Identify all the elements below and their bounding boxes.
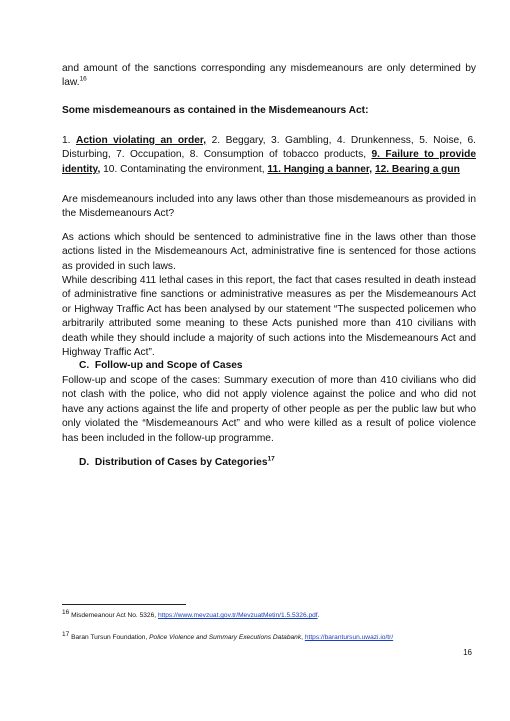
misdemeanours-list-heading: Some misdemeanours as contained in the Misdemeanours Act: [62, 105, 369, 116]
section-d-heading: D. Distribution of Cases by Categories$^{17}$ [79, 455, 275, 468]
answer-paragraph: As actions which should be sentenced to administrative fine in the laws other than those actions listed in the Misdemeanours Act, administrative fine is sentenced for those actions as provided in such laws. [62, 232, 476, 272]
footnote-16-link[interactable]: https://www.mevzuat.gov.tr/MevzuatMetin/1.5.5326.pdf [157, 612, 318, 619]
page-number: 16 [463, 648, 472, 657]
analysis-paragraph: While describing 411 lethal cases in this report, the fact that cases resulted in death instead of administrative fine sanctions or administrative measures as per the Misdemeanours Act or Highway Traffic Act has been analysed by our statement “The suspected policemen who arbitrarily attributed some meaning to these Acts punished more than 410 civilians with death while they should include a majority of such actions into the Misdemeanours Act and Highway Traffic Act”. [62, 275, 476, 359]
section-c-heading: C. Follow-up and Scope of Cases [79, 360, 243, 371]
question-paragraph: Are misdemeanours included into any laws other than those misdemeanours as provided in the Misdemeanours Act? [62, 194, 476, 220]
footnote-ref-17[interactable]: 17 [267, 455, 275, 463]
footnote-17-link[interactable]: https://barantursun.uwazi.io/tr/ [304, 634, 394, 641]
item-failure-to-provide-identity: 9. Failure to provide identity, [62, 149, 476, 175]
footnote-16: $^{16}$ Misdemeanour Act No. 5326, https://www.mevzuat.gov.tr/MevzuatMetin/1.5.5326.pdf. [62, 608, 320, 619]
scope-paragraph: Follow-up and scope of the cases: Summary execution of more than 410 civilians who did not clash with the police, who did not apply violence against the police and who did not have any actions against the life and property of other people as per the public law but who only violated the “Misdemeanours Act” and who were killed as a result of police violence has been included in the follow-up programme. [62, 375, 476, 444]
intro-paragraph: and amount of the sanctions corresponding any misdemeanours are only determined by law.$^{16}$ [62, 63, 476, 89]
footnote-ref-16[interactable]: 16 [79, 76, 87, 84]
footnote-17: $^{17}$ Baran Tursun Foundation, Police Violence and Summary Executions Databank, https://barantursun.uwazi.io/tr/ [62, 630, 394, 641]
footnote-separator [62, 604, 186, 605]
item-action-violating-order: Action violating an order, [75, 135, 207, 146]
item-hanging-banner: 11. Hanging a banner, [267, 163, 373, 175]
misdemeanours-list: 1. Action violating an order, 2. Beggary, 3. Gambling, 4. Drunkenness, 5. Noise, 6. Disturbing, 7. Occupation, 8. Consumption of tobacco products, 9. Failure to provide identity, 10. Contaminating the environment, 11. Hanging a banner, 12. Bearing a gun [62, 135, 476, 175]
item-bearing-gun: 12. Bearing a gun [374, 163, 460, 175]
